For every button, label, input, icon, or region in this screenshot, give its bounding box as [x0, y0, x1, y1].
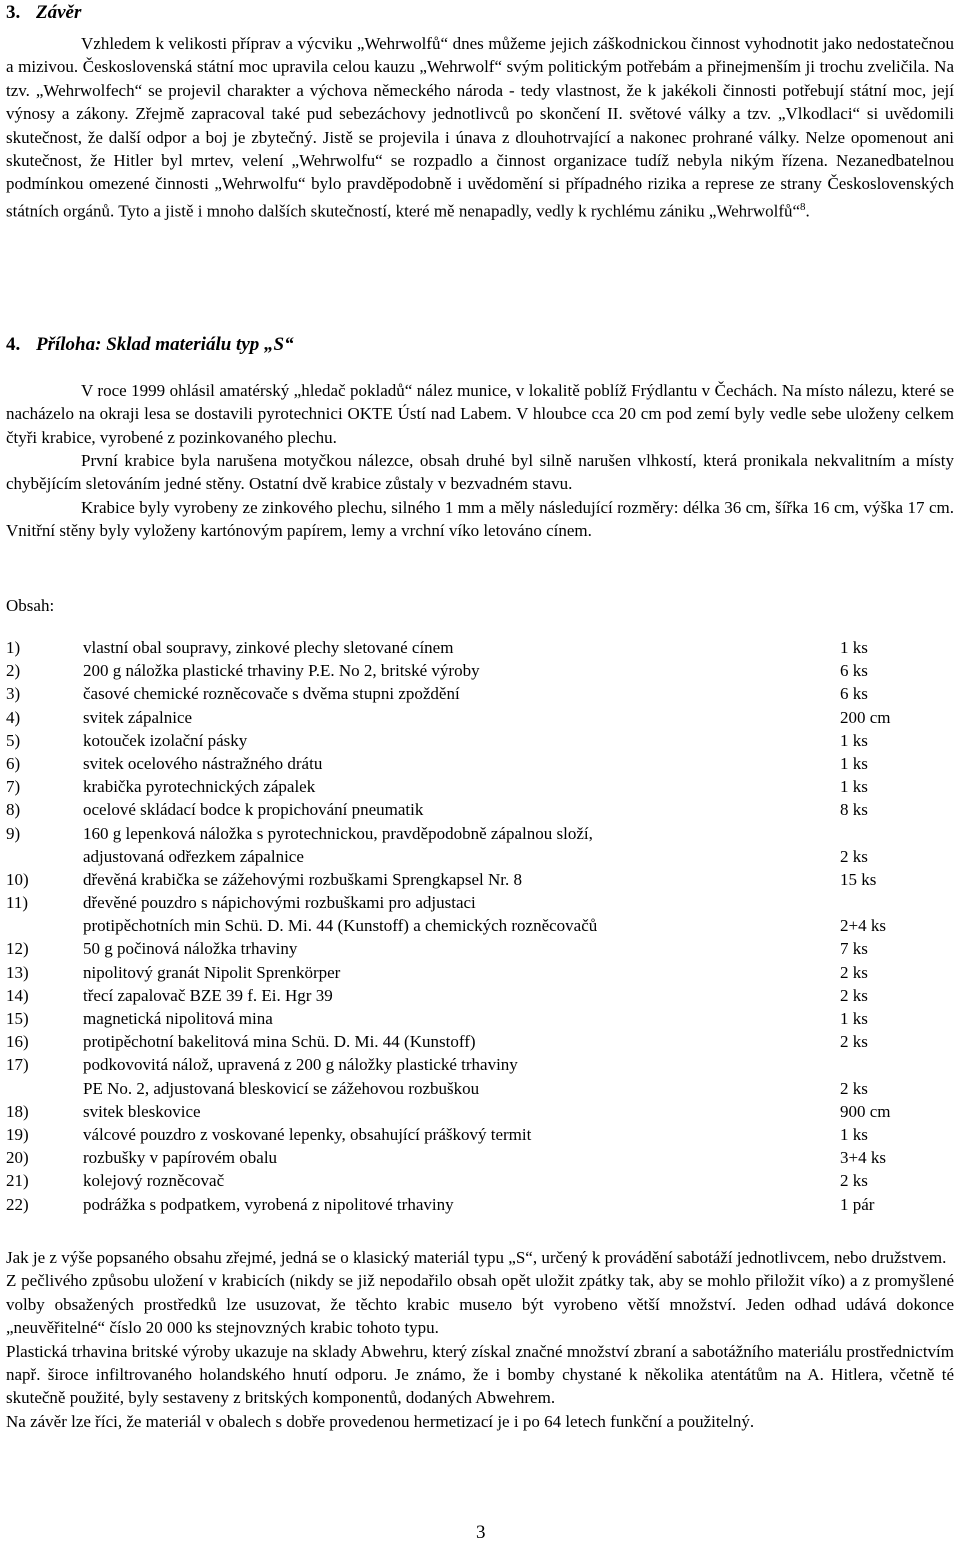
footnote-mark: 8: [800, 200, 806, 213]
item-description: magnetická nipolitová mina: [83, 1009, 273, 1028]
item-number: 4): [6, 707, 21, 727]
item-description: kolejový rozněcovač: [83, 1171, 225, 1191]
item-description: třecí zapalovač BZE 39 f. Ei. Hgr 39: [83, 985, 333, 1005]
list-item: [6, 752, 954, 775]
section-4-paragraph-1: V roce 1999 ohlásil amatérský „hledač pokladů“ nález munice, v lokalitě poblíž Frýdlantu v Čechách. Na místo nálezu, které se nacházelo na okraji lesa se dostavili pyrotechnici OKTE Ústí nad Labem. V hloubce cca 20 cm pod zemí byly vedle sebe uloženy celkem čtyři krabice, vyrobené z pozinkovaného plechu.: [6, 381, 954, 447]
list-item: [6, 1193, 954, 1216]
item-description: vlastní obal soupravy, zinkové plechy sletované cínem: [83, 638, 454, 657]
list-item: [6, 1053, 954, 1076]
section-3-text: Vzhledem k velikosti příprav a výcviku „Wehrwolfů“ dnes můžeme jejich záškodnickou činnost vyhodnotit jako nedostatečnou a mizivou. Československá státní moc upravila celou kauzu „Wehrwolf“ svým politickým potřebám a přinejmenším ji trochu zveličila. Na tzv. „Wehrwolfech“ se projevil charakter a výchova německého národa - tedy vlastnost, že k jakékoli činnosti potřebují státní moc, její výnosy a zákony. Zřejmě zapracoval také pud sebezáchovy jednotlivců po skončení II. světové války a tzv. „Vlkodlaci“ si uvědomili skutečnost, že další odpor a boj je zbytečný. Jistě se projevila i únava z dlouhotrvající a nakonec prohrané války. Nelze opomenout ani skutečnost, že Hitler byl mrtev, velení „Wehrwolfu“ se rozpadlo a činnost organizace tudíž nebyla nikým řízena. Nezanedbatelnou podmínkou omezené činnosti „Wehrwolfu“ bylo pravděpodobně i uvědomění si případného rizika a represe ze strany Československých státních orgánů. Tyto a jistě i mnoho dalších skutečností, které mě nenapadly, vedly k rychlému zániku „Wehrwolfů“: [6, 34, 954, 221]
item-quantity: 8 ks: [840, 800, 868, 820]
list-item: [6, 1077, 954, 1100]
item-description: dřevěná krabička se zážehovými rozbuškami Sprengkapsel Nr. 8: [83, 869, 523, 889]
section-3-paragraph: [6, 32, 954, 223]
item-number: 7): [6, 777, 21, 797]
closing-paragraph-1: Jak je z výše popsaného obsahu zřejmé, jedná se o klasický materiál typu „S“, určený k provádění sabotáží jednotlivcem, nebo družstvem.: [6, 1248, 947, 1267]
item-number: 2): [6, 661, 21, 681]
list-item: [6, 682, 954, 705]
closing-paragraph-2: Z pečlivého způsobu uložení v krabicích (nikdy se již nepodařilo obsah opět uložit zpátky tak, aby se mohlo přiložit víko) a z promyšlené volby obsažených prostředků lze usuzovat, že těchto krabic musело být vyrobeno větší množství. Jeden odhad udává dokonce „neuvěřitelné“ číslo 20 000 ks stejnovzných krabic tohoto typu.: [6, 1271, 954, 1338]
item-number: 18): [6, 1101, 29, 1121]
item-number: 20): [6, 1148, 29, 1168]
item-description: 160 g lepenková náložka s pyrotechnickou, pravděpodobně zápalnou složí,: [83, 823, 593, 843]
section-3-title: Závěr: [36, 2, 82, 23]
item-quantity: 2 ks: [840, 962, 868, 982]
item-number: 17): [6, 1055, 29, 1075]
item-description: ocelové skládací bodce k propichování pneumatik: [83, 800, 424, 820]
item-description: nipolitový granát Nipolit Sprenkörper: [83, 962, 341, 982]
item-description: kotouček izolační pásky: [83, 730, 248, 750]
list-item: [6, 1007, 954, 1030]
item-number: 13): [6, 962, 29, 982]
item-number: 12): [6, 939, 29, 959]
item-quantity: 3+4 ks: [840, 1148, 886, 1168]
section-3-number: 3.: [6, 2, 21, 23]
item-description: svitek zápalnice: [83, 707, 193, 727]
section-3-text-end: .: [805, 201, 810, 221]
list-item: [6, 1100, 954, 1123]
item-quantity: 1 ks: [840, 753, 868, 773]
page-number: 3: [476, 1522, 486, 1543]
item-description: adjustovaná odřezkem zápalnice: [83, 846, 304, 866]
closing-paragraph-4: Na závěr lze říci, že materiál v obalech s dobře provedenou hermetizací je i po 64 letech funkční a použitelný.: [6, 1411, 755, 1431]
section-3-heading: [6, 2, 81, 24]
list-item: [6, 914, 954, 937]
item-number: 6): [6, 753, 21, 773]
item-description: PE No. 2, adjustovaná bleskovicí se zážehovou rozbuškou: [83, 1078, 480, 1098]
list-item: [6, 775, 954, 798]
item-number: 21): [6, 1171, 29, 1191]
closing-paragraph-3: Plastická trhavina britské výroby ukazuje na sklady Abwehru, který získal značné množství zbraní a sabotážního materiálu prostřednictvím např. široce infiltrovaného holandského hnutí odporu. Je známo, že i bomby chystané k několika atentátům na A. Hitlera, včetně té skutečně použité, byly sestaveny z britských komponentů, dodaných Abwehrem.: [6, 1341, 954, 1408]
item-number: 16): [6, 1032, 29, 1052]
item-number: 14): [6, 985, 29, 1005]
item-quantity: 2 ks: [840, 1078, 868, 1098]
item-number: 22): [6, 1194, 29, 1214]
item-quantity: 2 ks: [840, 985, 868, 1005]
item-description: dřevěné pouzdro s nápichovými rozbuškami pro adjustaci: [83, 893, 476, 913]
list-item: [6, 868, 954, 891]
item-quantity: 7 ks: [840, 939, 868, 959]
item-quantity: 1 ks: [840, 730, 868, 750]
item-quantity: 2 ks: [840, 1171, 868, 1191]
item-number: 9): [6, 823, 21, 843]
list-item: [6, 1030, 954, 1053]
item-quantity: 1 pár: [840, 1194, 875, 1214]
item-quantity: 1 ks: [840, 1009, 868, 1028]
item-number: 5): [6, 730, 21, 750]
item-description: svitek bleskovice: [83, 1101, 201, 1121]
item-description: krabička pyrotechnických zápalek: [83, 777, 316, 797]
list-item: [6, 937, 954, 960]
item-description: 200 g náložka plastické trhaviny P.E. No 2, britské výroby: [83, 661, 480, 681]
list-item: [6, 891, 954, 914]
item-quantity: 6 ks: [840, 661, 868, 681]
list-item: [6, 984, 954, 1007]
item-number: 1): [6, 638, 21, 657]
item-quantity: 1 ks: [840, 638, 868, 657]
item-quantity: 200 cm: [840, 707, 891, 727]
item-quantity: 2 ks: [840, 846, 868, 866]
item-description: podrážka s podpatkem, vyrobená z nipolitové trhaviny: [83, 1194, 454, 1214]
item-description: rozbušky v papírovém obalu: [83, 1148, 278, 1168]
item-quantity: 2 ks: [840, 1032, 868, 1052]
list-item: [6, 659, 954, 682]
section-4-paragraph-2: První krabice byla narušena motyčkou nálezce, obsah druhé byl silně narušen vlhkostí, která pronikala nekvalitním a místy chybějícím sletováním jedné stěny. Ostatní dvě krabice zůstaly v bezvadném stavu.: [6, 451, 954, 494]
section-4-paragraph-3: Krabice byly vyrobeny ze zinkového plechu, silného 1 mm a měly následující rozměry: délka 36 cm, šířka 16 cm, výška 17 cm. Vnitřní stěny byly vyloženy kartónovým papírem, lemy a vrchní víko letováno cínem.: [6, 498, 954, 541]
list-item: [6, 798, 954, 821]
item-number: 8): [6, 800, 21, 820]
item-description: protipěchotních min Schü. D. Mi. 44 (Kunstoff) a chemických rozněcovačů: [83, 916, 598, 936]
item-description: časové chemické rozněcovače s dvěma stupni zpoždění: [83, 684, 460, 704]
item-quantity: 1 ks: [840, 1124, 868, 1144]
list-item: [6, 1169, 954, 1192]
item-description: protipěchotní bakelitová mina Schü. D. Mi. 44 (Kunstoff): [83, 1032, 476, 1052]
list-item: [6, 729, 954, 752]
item-quantity: 1 ks: [840, 777, 868, 797]
list-item: [6, 845, 954, 868]
item-quantity: 2+4 ks: [840, 916, 886, 936]
list-item: [6, 1123, 954, 1146]
section-4-heading: [6, 334, 294, 356]
item-number: 19): [6, 1124, 29, 1144]
item-quantity: 900 cm: [840, 1101, 891, 1121]
item-quantity: 6 ks: [840, 684, 868, 704]
item-description: svitek ocelového nástražného drátu: [83, 753, 323, 773]
closing-block: [6, 1246, 954, 1433]
list-item: [6, 636, 954, 659]
contents-label: Obsah:: [6, 596, 55, 615]
item-number: 10): [6, 869, 29, 889]
list-item: [6, 706, 954, 729]
list-item: [6, 961, 954, 984]
item-number: 11): [6, 893, 29, 913]
contents-list: [6, 636, 954, 1216]
item-description: 50 g počinová náložka trhaviny: [83, 939, 298, 959]
item-number: 3): [6, 684, 21, 704]
list-item: [6, 822, 954, 845]
section-4-number: 4.: [6, 334, 21, 355]
item-quantity: 15 ks: [840, 869, 877, 889]
item-description: podkovovitá nálož, upravená z 200 g náložky plastické trhaviny: [83, 1055, 518, 1075]
item-number: 15): [6, 1009, 29, 1028]
section-4-title: Příloha: Sklad materiálu typ „S“: [36, 334, 294, 355]
item-description: válcové pouzdro z voskované lepenky, obsahující práškový termit: [83, 1124, 532, 1144]
list-item: [6, 1146, 954, 1169]
